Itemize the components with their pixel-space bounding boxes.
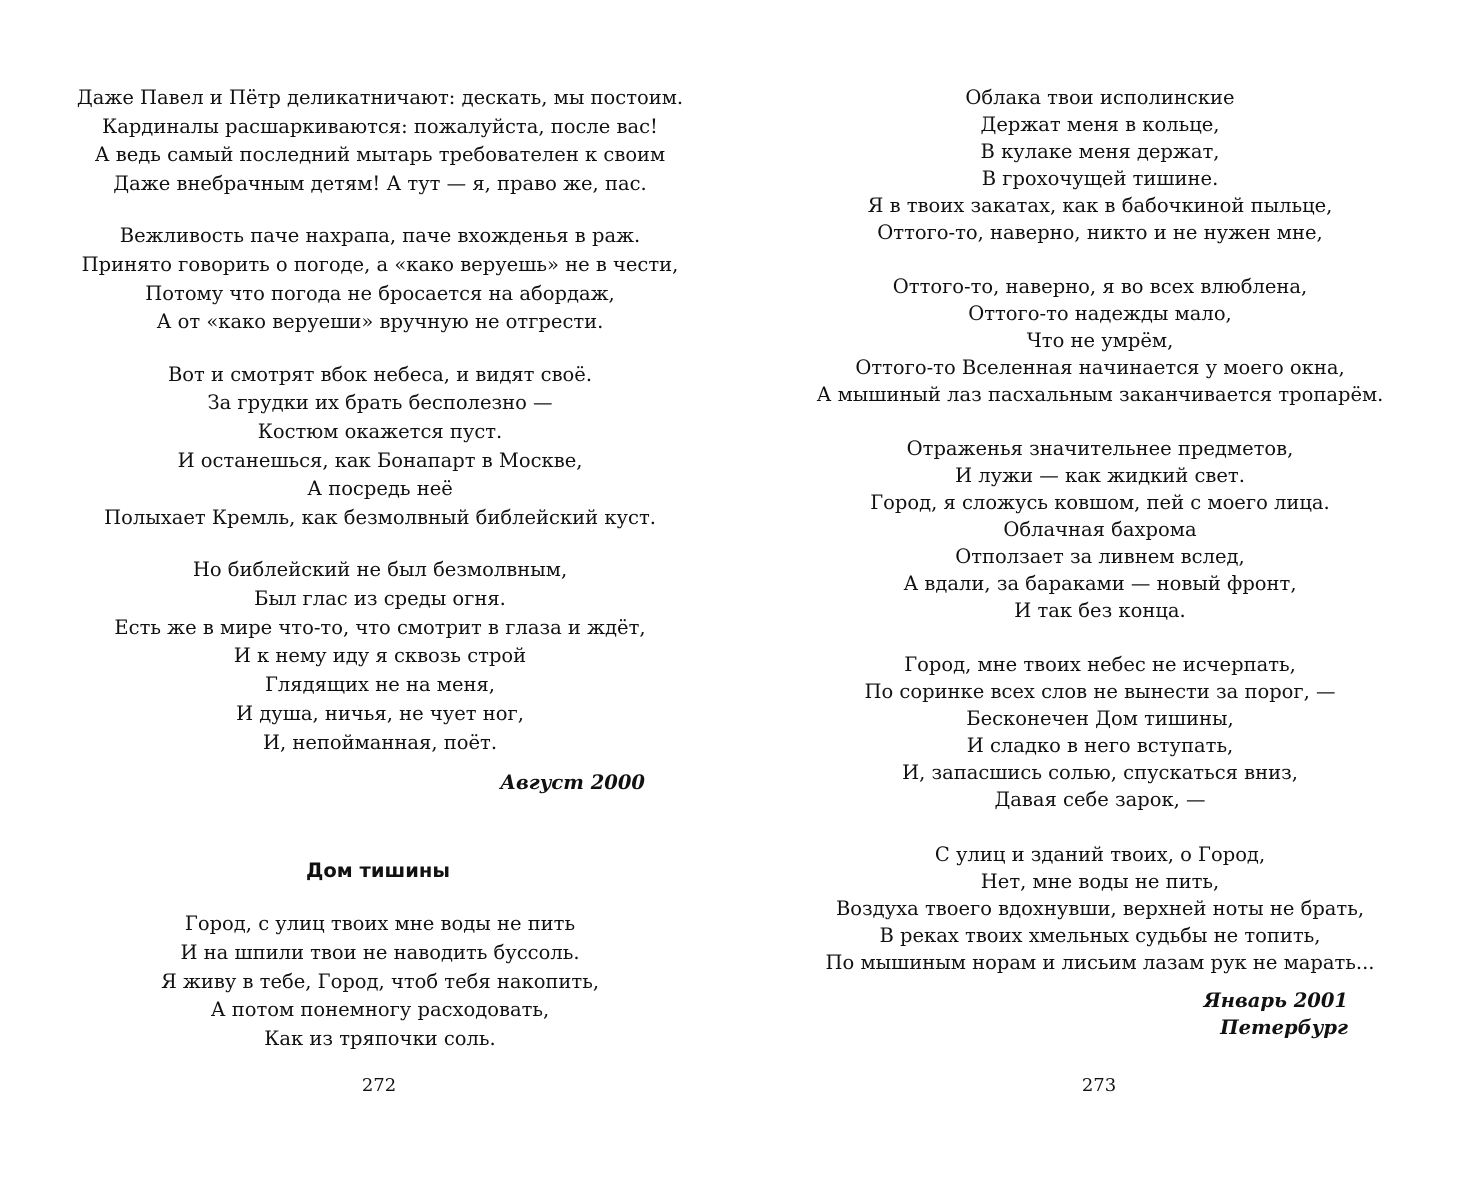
poem-line: Кардиналы расшаркиваются: пожалуйста, после вас! <box>102 115 658 138</box>
poem-line: По соринке всех слов не вынести за порог, — <box>864 680 1336 703</box>
poem-title: Дом тишины <box>306 859 450 882</box>
poem-line: А от «како веруеши» вручную не отгрести. <box>156 310 604 333</box>
poem-line: И лужи — как жидкий свет. <box>955 464 1245 487</box>
poem-line: Оттого-то надежды мало, <box>968 302 1232 325</box>
poem-line: И сладко в него вступать, <box>966 734 1234 757</box>
poem-line: Что не умрём, <box>1026 329 1174 352</box>
poem-line: И, запасшись солью, спускаться вниз, <box>902 761 1298 784</box>
poem-line: И останешься, как Бонапарт в Москве, <box>177 449 583 472</box>
poem-line: Даже внебрачным детям! А тут — я, право же, пас. <box>113 172 647 195</box>
poem-line: В кулаке меня держат, <box>980 140 1220 163</box>
poem-line: Я в твоих закатах, как в бабочкиной пыльце, <box>867 194 1333 217</box>
poem-line: Давая себе зарок, — <box>994 788 1206 811</box>
poem-line: И к нему иду я сквозь строй <box>233 644 527 667</box>
poem-line: Полыхает Кремль, как безмолвный библейский куст. <box>104 506 656 529</box>
poem-line: В реках твоих хмельных судьбы не топить, <box>879 924 1321 947</box>
poem-line: Оттого-то Вселенная начинается у моего окна, <box>855 356 1345 379</box>
poem-line: По мышиным норам и лисьим лазам рук не марать... <box>825 951 1375 974</box>
poem-line: Принято говорить о погоде, а «како веруешь» не в чести, <box>81 253 679 276</box>
poem-line: И душа, ничья, не чует ног, <box>236 702 524 725</box>
poem-line: А вдали, за бараками — новый фронт, <box>903 572 1297 595</box>
poem-line: Есть же в мире что-то, что смотрит в глаза и ждёт, <box>114 616 646 639</box>
poem-line: А ведь самый последний мытарь требователен к своим <box>94 143 666 166</box>
poem-line: Глядящих не на меня, <box>265 673 495 696</box>
poem-date: Январь 2001 <box>1203 989 1348 1012</box>
poem-line: Отраженья значительнее предметов, <box>906 437 1294 460</box>
poem-line: Город, я сложусь ковшом, пей с моего лица. <box>870 491 1330 514</box>
poem-line: Даже Павел и Пётр деликатничают: дескать, мы постоим. <box>76 86 684 109</box>
poem-line: Как из тряпочки соль. <box>264 1027 496 1050</box>
poem-line: Город, с улиц твоих мне воды не пить <box>184 912 576 935</box>
poem-line: Держат меня в кольце, <box>980 113 1220 136</box>
poem-line: Костюм окажется пуст. <box>257 420 503 443</box>
poem-line: Отползает за ливнем вслед, <box>955 545 1245 568</box>
poem-line: Вот и смотрят вбок небеса, и видят своё. <box>167 363 593 386</box>
poem-line: За грудки их брать бесполезно — <box>207 391 553 414</box>
poem-line: Облачная бахрома <box>1003 518 1197 541</box>
poem-line: Был глас из среды огня. <box>254 587 506 610</box>
poem-line: А мышиный лаз пасхальным заканчивается тропарём. <box>816 383 1384 406</box>
page-number: 273 <box>1081 1075 1117 1096</box>
poem-line: Нет, мне воды не пить, <box>980 870 1220 893</box>
poem-line: А потом понемногу расходовать, <box>210 998 550 1021</box>
poem-line: Бесконечен Дом тишины, <box>966 707 1234 730</box>
right-page <box>760 0 1477 1182</box>
poem-line: И на шпили твои не наводить буссоль. <box>180 941 580 964</box>
poem-line: Потому что погода не бросается на абордаж, <box>145 282 615 305</box>
poem-line: Облака твои исполинские <box>965 86 1235 109</box>
poem-line: И так без конца. <box>1014 599 1186 622</box>
poem-line: И, непойманная, поёт. <box>262 731 498 754</box>
poem-line: Оттого-то, наверно, никто и не нужен мне, <box>877 221 1323 244</box>
page-number: 272 <box>361 1075 397 1096</box>
poem-line: С улиц и зданий твоих, о Город, <box>934 843 1266 866</box>
poem-line: Воздуха твоего вдохнувши, верхней ноты не брать, <box>835 897 1365 920</box>
poem-line: Оттого-то, наверно, я во всех влюблена, <box>892 275 1308 298</box>
poem-line: А посредь неё <box>307 477 453 500</box>
poem-line: Город, мне твоих небес не исчерпать, <box>904 653 1296 676</box>
poem-date: Август 2000 <box>500 771 645 794</box>
poem-line: Я живу в тебе, Город, чтоб тебя накопить, <box>160 970 600 993</box>
poem-place: Петербург <box>1220 1016 1348 1039</box>
poem-line: В грохочущей тишине. <box>981 167 1219 190</box>
poem-line: Вежливость паче нахрапа, паче вхожденья в раж. <box>119 224 641 247</box>
poem-line: Но библейский не был безмолвным, <box>192 558 568 581</box>
